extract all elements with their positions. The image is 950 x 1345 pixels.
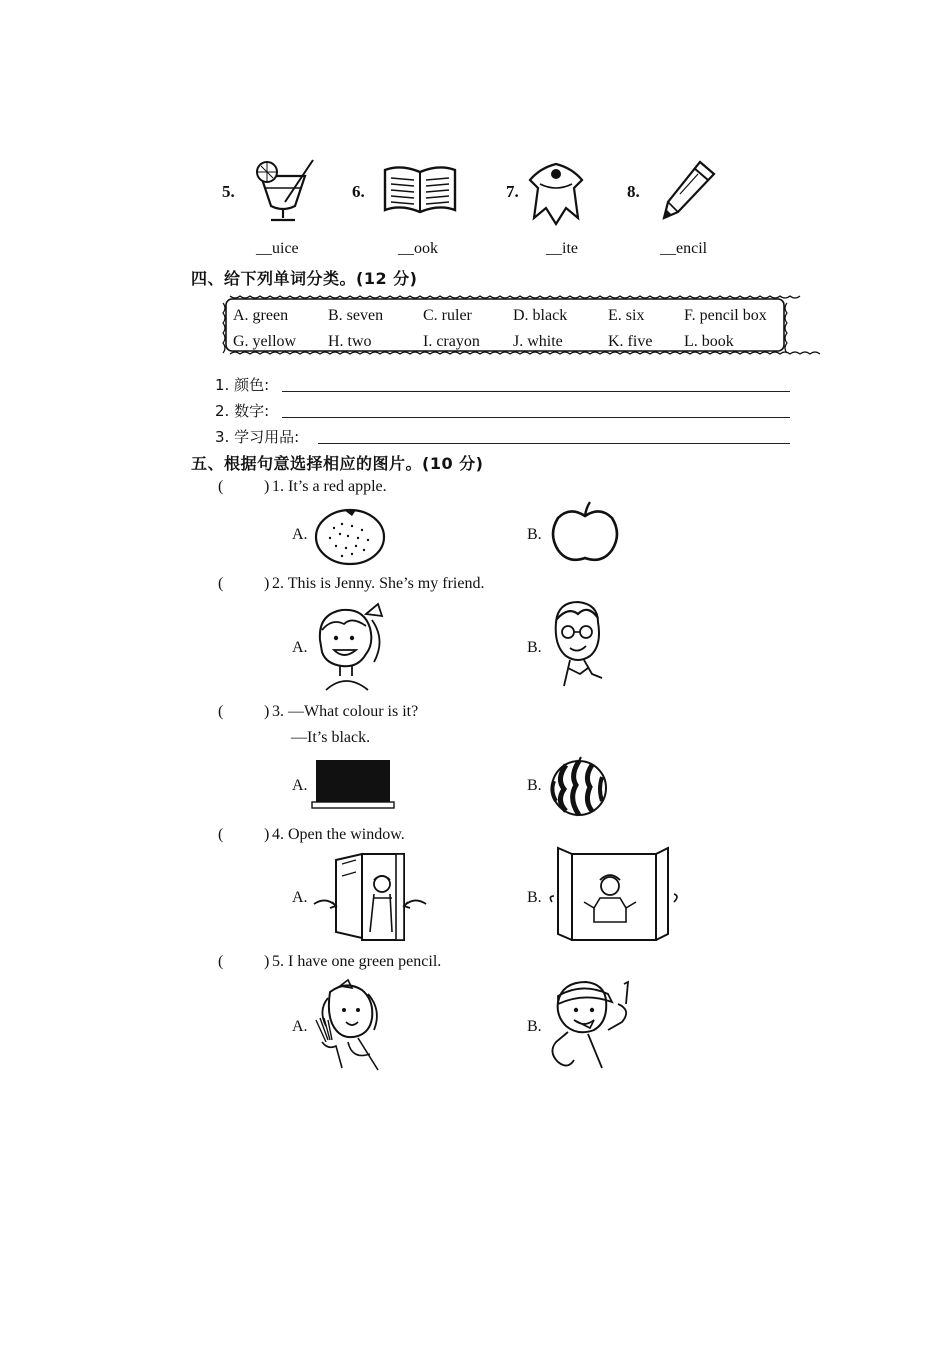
question-text-2: —It’s black. xyxy=(291,729,371,746)
option-b-label: B. xyxy=(527,777,542,794)
question-text: 3. —What colour is it? xyxy=(272,703,419,720)
question-text: 1. It’s a red apple. xyxy=(272,478,387,495)
word-option: D. black xyxy=(513,307,568,324)
apple-icon xyxy=(548,500,622,566)
person-at-door-icon xyxy=(312,852,430,944)
question-text: 4. Open the window. xyxy=(272,826,405,843)
word-blank: __ook xyxy=(398,240,438,257)
option-b-label: B. xyxy=(527,1018,542,1035)
option-b-label: B. xyxy=(527,639,542,656)
answer-paren-close: ) xyxy=(264,703,270,720)
watermelon-icon xyxy=(548,755,610,817)
person-opening-window-icon xyxy=(548,850,682,944)
book-icon xyxy=(383,164,457,218)
answer-line[interactable] xyxy=(282,391,790,392)
option-a-label: A. xyxy=(292,777,308,794)
option-b-label: B. xyxy=(527,889,542,906)
word-option: I. crayon xyxy=(423,333,480,350)
word-option: A. green xyxy=(233,307,289,324)
boy-with-pencil-icon xyxy=(548,978,636,1078)
item-number: 7. xyxy=(506,182,519,201)
word-blank: __ite xyxy=(546,240,578,257)
answer-paren-close: ) xyxy=(264,953,270,970)
answer-paren-open[interactable]: ( xyxy=(218,703,224,720)
category-label-colors: 1. 颜色: xyxy=(215,376,270,394)
word-blank: __uice xyxy=(256,240,299,257)
word-option: B. seven xyxy=(328,307,384,324)
kite-icon xyxy=(526,158,586,228)
answer-paren-open[interactable]: ( xyxy=(218,826,224,843)
word-option: E. six xyxy=(608,307,645,324)
question-text: 2. This is Jenny. She’s my friend. xyxy=(272,575,485,592)
answer-line[interactable] xyxy=(318,443,790,444)
section-4-heading: 四、给下列单词分类。(12 分) xyxy=(191,269,418,288)
answer-paren-open[interactable]: ( xyxy=(218,575,224,592)
answer-paren-open[interactable]: ( xyxy=(218,953,224,970)
word-option: J. white xyxy=(513,333,563,350)
juice-glass-icon xyxy=(255,158,317,226)
word-option: C. ruler xyxy=(423,307,472,324)
item-number: 6. xyxy=(352,182,365,201)
blackboard-icon xyxy=(312,758,394,810)
answer-paren-open[interactable]: ( xyxy=(218,478,224,495)
word-option: F. pencil box xyxy=(684,307,767,324)
section-5-heading: 五、根据句意选择相应的图片。(10 分) xyxy=(191,454,484,473)
option-a-label: A. xyxy=(292,889,308,906)
orange-icon xyxy=(312,504,388,566)
answer-paren-close: ) xyxy=(264,478,270,495)
question-text: 5. I have one green pencil. xyxy=(272,953,442,970)
answer-paren-close: ) xyxy=(264,826,270,843)
category-label-numbers: 2. 数字: xyxy=(215,402,270,420)
word-option: H. two xyxy=(328,333,372,350)
girl-with-crayons-icon xyxy=(312,980,386,1074)
option-a-label: A. xyxy=(292,1018,308,1035)
answer-line[interactable] xyxy=(282,417,790,418)
category-label-school-things: 3. 学习用品: xyxy=(215,428,300,446)
option-a-label: A. xyxy=(292,526,308,543)
option-b-label: B. xyxy=(527,526,542,543)
word-option: G. yellow xyxy=(233,333,297,350)
word-option: L. book xyxy=(684,333,734,350)
boy-with-glasses-icon xyxy=(548,598,606,692)
answer-paren-close: ) xyxy=(264,575,270,592)
option-a-label: A. xyxy=(292,639,308,656)
pencil-icon xyxy=(660,158,718,222)
word-blank: __encil xyxy=(660,240,708,257)
word-option: K. five xyxy=(608,333,653,350)
item-number: 5. xyxy=(222,182,235,201)
girl-icon xyxy=(312,600,390,692)
item-number: 8. xyxy=(627,182,640,201)
